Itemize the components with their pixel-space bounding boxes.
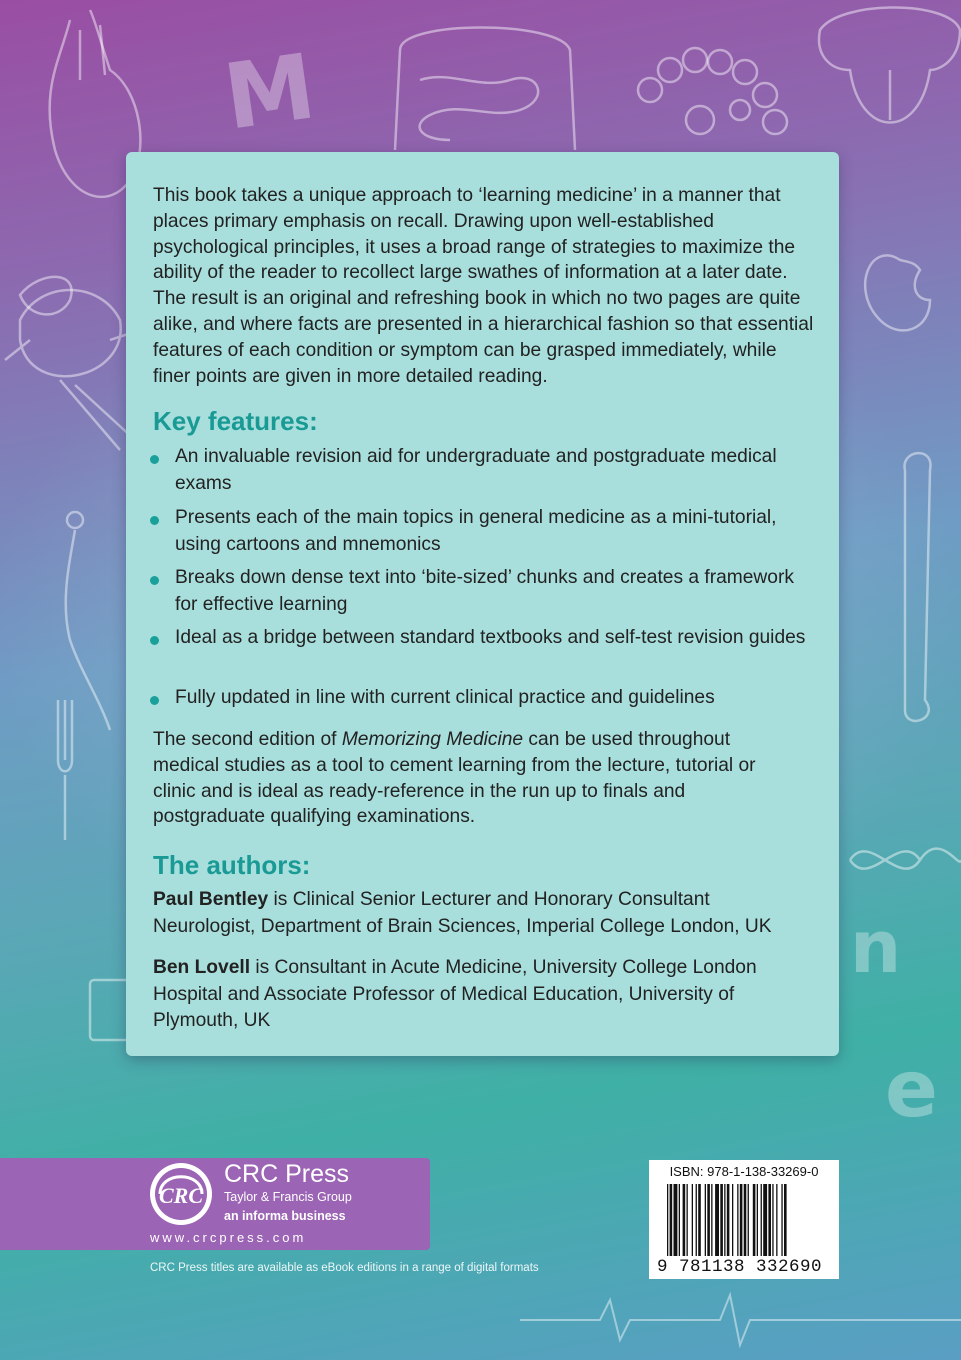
bone-icon [905,453,931,721]
edition-text-after: can be used throughout medical studies as a tool to cement learning from the lecture, tutorial or clinic and is ideal as ready-reference in the run up to finals and postgraduate qualifying examinations. [153,729,756,828]
crab-icon [5,290,140,450]
ecg-line-icon [520,1295,961,1345]
authors-heading: The authors: [153,850,311,880]
ebook-note: CRC Press titles are available as eBook editions in a range of digital formats [150,1262,539,1274]
crc-press-logo [148,1161,214,1227]
author-entry [153,887,813,940]
publisher-name: CRC Press [224,1160,350,1188]
background-letter-n: n [850,905,902,989]
fork-icon [58,700,72,840]
publisher-business: an informa business [224,1209,346,1223]
author-name: Paul Bentley [153,889,269,910]
edition-paragraph [153,727,793,830]
publisher-group: Taylor & Francis Group [224,1190,352,1204]
bullet-icon [150,696,159,705]
feature-item: An invaluable revision aid for undergraduate and postgraduate medical exams [175,446,777,494]
feature-item: Presents each of the main topics in general medicine as a mini-tutorial, using cartoons and mnemonics [175,507,777,555]
feature-item: Breaks down dense text into ‘bite-sized’ chunks and creates a framework for effective learning [175,567,794,615]
author-entry [153,955,803,1035]
feature-item: Ideal as a bridge between standard textbooks and self-test revision guides [175,627,806,648]
book-title: Memorizing Medicine [341,729,524,750]
bullet-icon [150,455,159,464]
description-paragraph: This book takes a unique approach to ‘learning medicine’ in a manner that places primary emphasis on recall. Drawing upon well-established psychological principles, it uses a broad range of strategies to maximize the ability of the reader to recollect large swathes of information at a later date. The result is an original and refreshing book in which no two pages are quite alike, and where facts are presented in a hierarchical fashion so that essential features of each condition or symptom can be grasped immediately, while finer points are given in more detailed reading. [153,185,814,387]
background-letter-e: e [885,1045,938,1135]
kidney-icon [865,255,930,330]
author-bio: is Clinical Senior Lecturer and Honorary Consultant Neurologist, Department of Brain Sciences, Imperial College London, UK [153,889,772,937]
author-name: Ben Lovell [153,957,251,978]
isbn-label: ISBN: 978-1-138-33269-0 [669,1164,819,1179]
background-letter-m: M [218,34,322,151]
edition-text-before: The second edition of [153,729,342,750]
publisher-website[interactable]: www.crcpress.com [150,1230,307,1245]
intestines-icon [395,28,575,151]
bullet-icon [150,636,159,645]
barcode-digits: 9 781138 332690 [657,1257,823,1277]
bullet-icon [150,576,159,585]
feature-item: Fully updated in line with current clinical practice and guidelines [175,687,715,708]
author-bio: is Consultant in Acute Medicine, University College London Hospital and Associate Professor of Medical Education, University of Plymouth, UK [153,957,757,1031]
dna-icon [850,849,961,869]
bullet-icon [150,516,159,525]
key-features-heading: Key features: [153,406,318,436]
barcode [649,1160,839,1279]
svg-text:CRC: CRC [158,1183,204,1208]
